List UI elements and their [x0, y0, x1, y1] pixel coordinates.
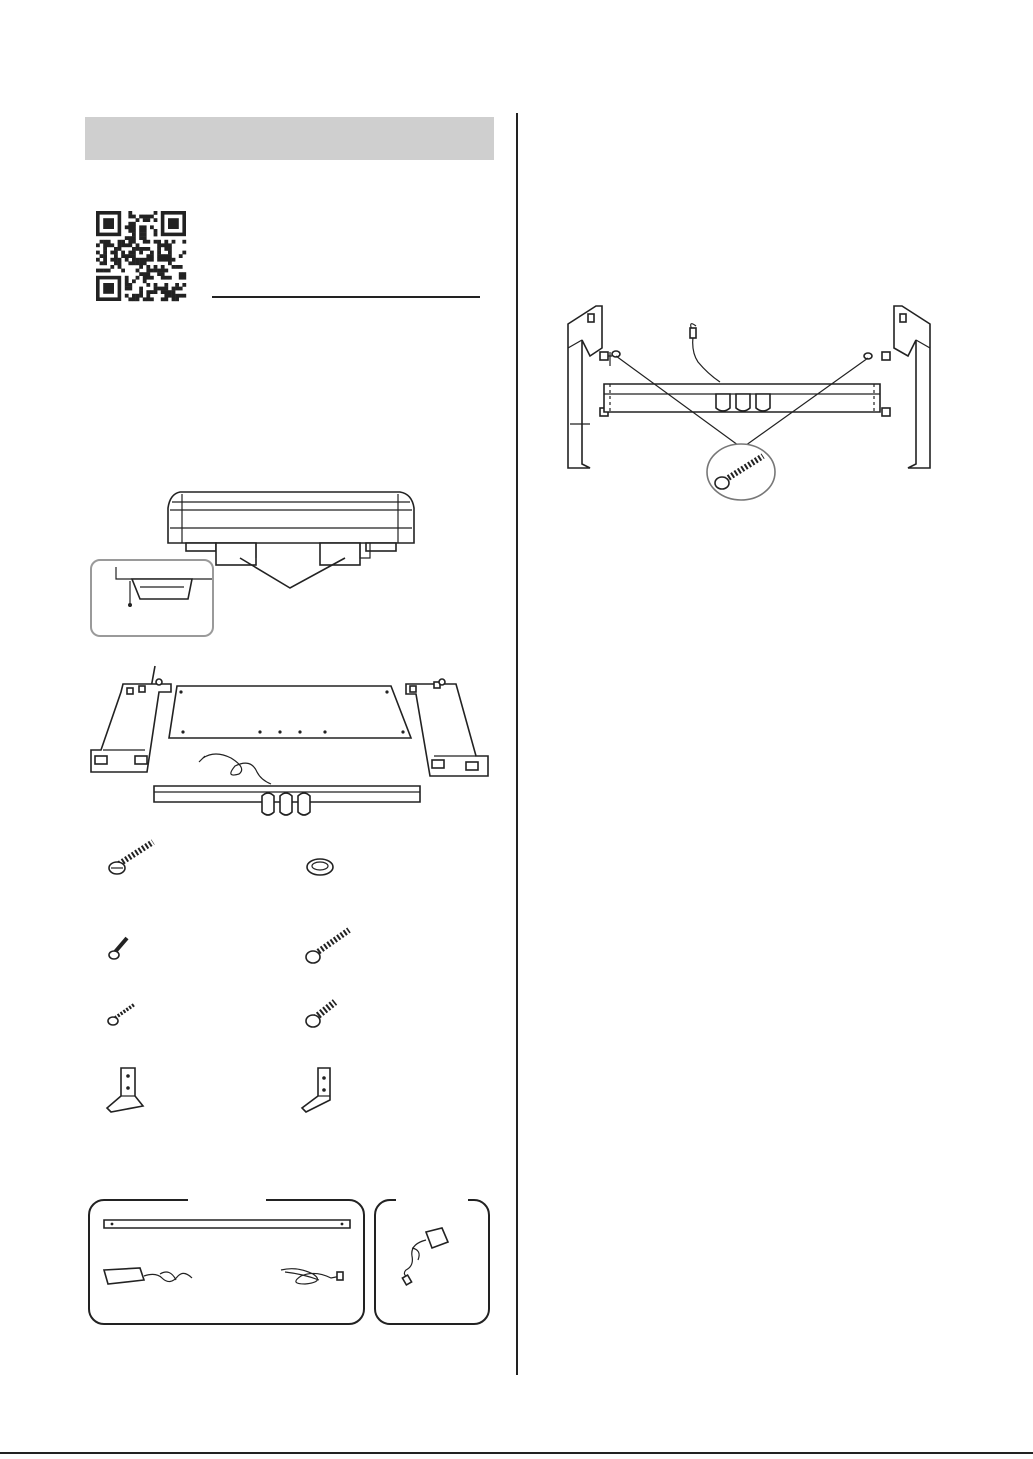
pedal-box-drawing [150, 782, 425, 822]
accessory-box-right-gap [396, 1195, 468, 1203]
bracket-left-icon [105, 1066, 150, 1116]
pad-detail-inset [90, 559, 214, 637]
accessory-box-gap [188, 1195, 266, 1203]
accessory-bar-drawing [100, 1216, 356, 1236]
short-screw-icon [105, 932, 135, 962]
qr-code-icon[interactable] [96, 211, 186, 301]
column-divider [516, 113, 518, 1375]
side-panel-right-drawing [400, 672, 495, 782]
cap-washer-icon [305, 855, 337, 879]
screw-callout-icon [705, 442, 777, 502]
wood-screw-icon [105, 1000, 140, 1028]
power-adaptor-drawing [100, 1262, 200, 1292]
link-underline [212, 296, 480, 298]
medium-screw-icon [303, 926, 355, 966]
section-header-bar [85, 117, 494, 160]
long-screw-icon [105, 838, 160, 878]
bracket-right-icon [300, 1066, 340, 1116]
thick-screw-icon [303, 996, 343, 1030]
wall-adaptor-drawing [398, 1224, 458, 1286]
back-board-drawing [165, 682, 415, 744]
power-cord-drawing [275, 1262, 347, 1292]
page-bottom-rule [0, 1452, 1033, 1454]
